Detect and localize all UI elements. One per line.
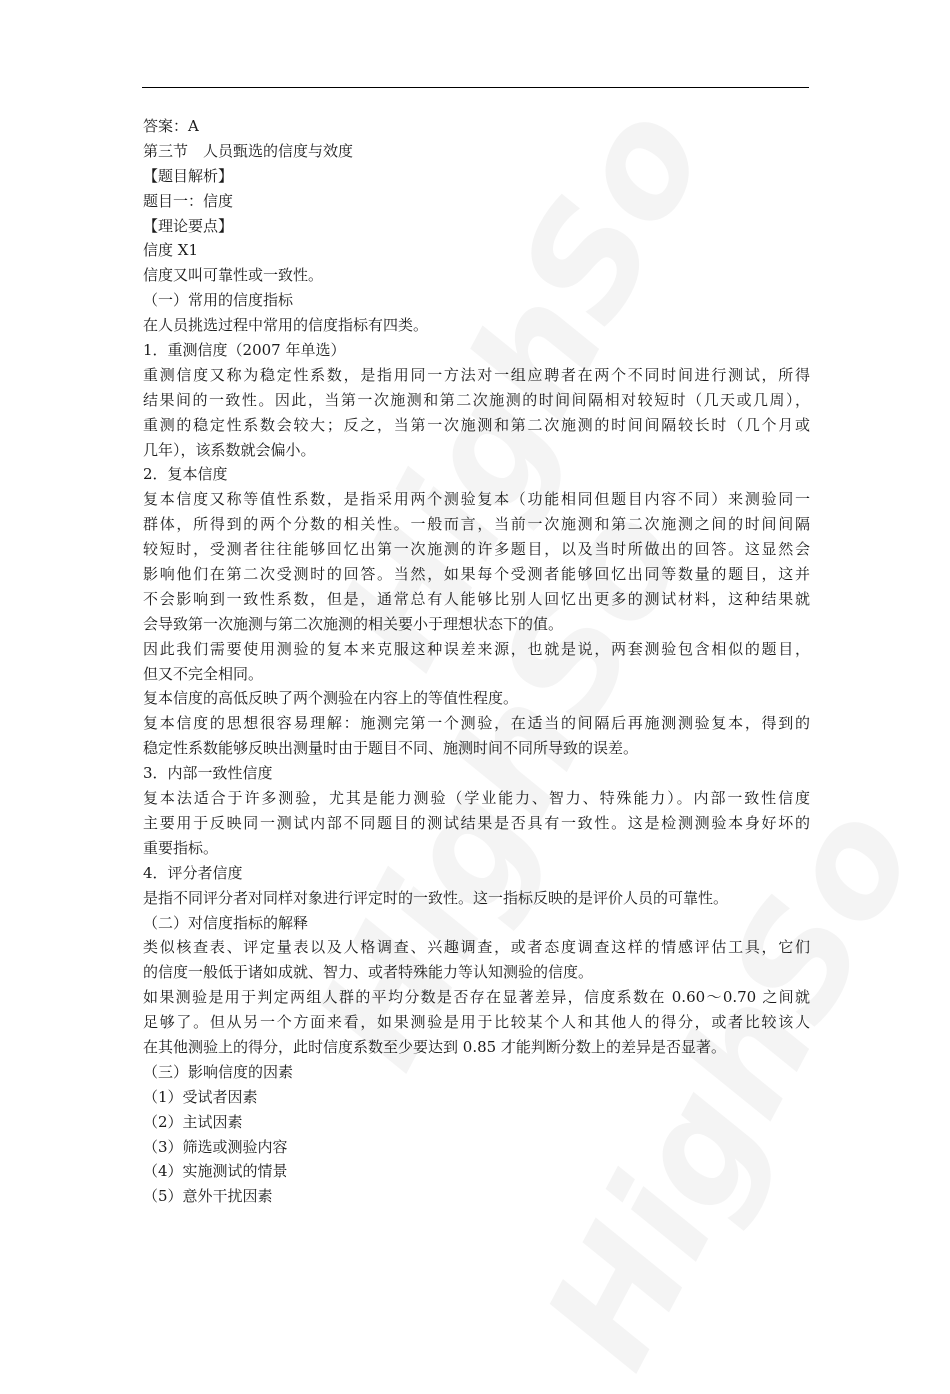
text-line: （1）受试者因素 <box>143 1087 258 1106</box>
text-line: 3．内部一致性信度 <box>143 764 273 783</box>
text-line: 复本信度的思想很容易理解：施测完第一个测验，在适当的间隔后再施测测验复本，得到的 <box>143 714 810 733</box>
text-line: 复本信度又称等值性系数，是指采用两个测验复本（功能相同但题目内容不同）来测验同一 <box>143 490 810 509</box>
text-line: 4．评分者信度 <box>143 863 243 882</box>
text-line: 在其他测验上的得分，此时信度系数至少要达到 0.85 才能判断分数上的差异是否显著。 <box>143 1037 726 1056</box>
text-line: 影响他们在第二次受测时的回答。当然，如果每个受测者能够回忆出同等数量的题目，这并 <box>143 565 810 584</box>
text-line: 稳定性系数能够反映出测量时由于题目不同、施测时间不同所导致的误差。 <box>143 739 639 758</box>
text-line: 复本法适合于许多测验，尤其是能力测验（学业能力、智力、特殊能力）。内部一致性信度 <box>143 789 810 808</box>
text-line: 在人员挑选过程中常用的信度指标有四类。 <box>143 316 429 335</box>
text-line: 1．重测信度（2007 年单选） <box>143 341 346 360</box>
text-line: 重测信度又称为稳定性系数，是指用同一方法对一组应聘者在两个不同时间进行测试，所得 <box>143 365 810 384</box>
text-line: 第三节 人员甄选的信度与效度 <box>143 141 354 160</box>
text-line: （3）筛选或测验内容 <box>143 1137 288 1156</box>
text-line: 的信度一般低于诸如成就、智力、或者特殊能力等认知测验的信度。 <box>143 963 594 982</box>
text-line: 重测的稳定性系数会较大；反之，当第一次施测和第二次施测的时间间隔较长时（几个月或 <box>143 415 810 434</box>
text-line: 信度 X1 <box>143 241 198 260</box>
text-line: 类似核查表、评定量表以及人格调查、兴趣调查，或者态度调查这样的情感评估工具，它们 <box>143 938 810 957</box>
text-line: 结果间的一致性。因此，当第一次施测和第二次施测的时间间隔相对较短时（几天或几周）， <box>143 390 810 409</box>
text-line: 群体，所得到的两个分数的相关性。一般而言，当前一次施测和第二次施测之间的时间间隔 <box>143 515 810 534</box>
text-line: （二）对信度指标的解释 <box>143 913 309 932</box>
text-line: 会导致第一次施测与第二次施测的相关要小于理想状态下的值。 <box>143 614 564 633</box>
text-line: 2．复本信度 <box>143 465 228 484</box>
text-line: 【理论要点】 <box>143 216 234 235</box>
text-line: 【题目解析】 <box>143 166 234 185</box>
text-line: （2）主试因素 <box>143 1112 243 1131</box>
text-line: 较短时，受测者往往能够回忆出第一次施测的许多题目，以及当时所做出的回答。这显然会 <box>143 540 810 559</box>
text-line: （5）意外干扰因素 <box>143 1187 273 1206</box>
text-line: 不会影响到一致性系数，但是，通常总有人能够比别人回忆出更多的测试材料，这种结果就 <box>143 589 810 608</box>
text-line: （一）常用的信度指标 <box>143 291 294 310</box>
header-rule <box>142 87 809 88</box>
text-line: 因此我们需要使用测验的复本来克服这种误差来源，也就是说，两套测验包含相似的题目， <box>143 639 810 658</box>
text-line: 但又不完全相同。 <box>143 664 264 683</box>
text-line: 几年），该系数就会偏小。 <box>143 440 316 459</box>
text-line: 重要指标。 <box>143 838 219 857</box>
document-body <box>143 114 810 1209</box>
text-line: 答案：A <box>143 117 199 135</box>
text-line: 题目一：信度 <box>143 191 234 210</box>
text-line: （4）实施测试的情景 <box>143 1162 288 1181</box>
text-line: 信度又叫可靠性或一致性。 <box>143 266 324 285</box>
text-line: 复本信度的高低反映了两个测验在内容上的等值性程度。 <box>143 689 519 708</box>
text-line: （三）影响信度的因素 <box>143 1062 294 1081</box>
text-line: 主要用于反映同一测试内部不同题目的测试结果是否具有一致性。这是检测测验本身好坏的 <box>143 813 810 832</box>
text-line: 足够了。但从另一个方面来看，如果测验是用于比较某个人和其他人的得分，或者比较该人 <box>143 1013 810 1032</box>
text-line: 如果测验是用于判定两组人群的平均分数是否存在显著差异，信度系数在 0.60～0.70 之间就 <box>143 988 810 1007</box>
text-line: 是指不同评分者对同样对象进行评定时的一致性。这一指标反映的是评价人员的可靠性。 <box>143 888 729 907</box>
